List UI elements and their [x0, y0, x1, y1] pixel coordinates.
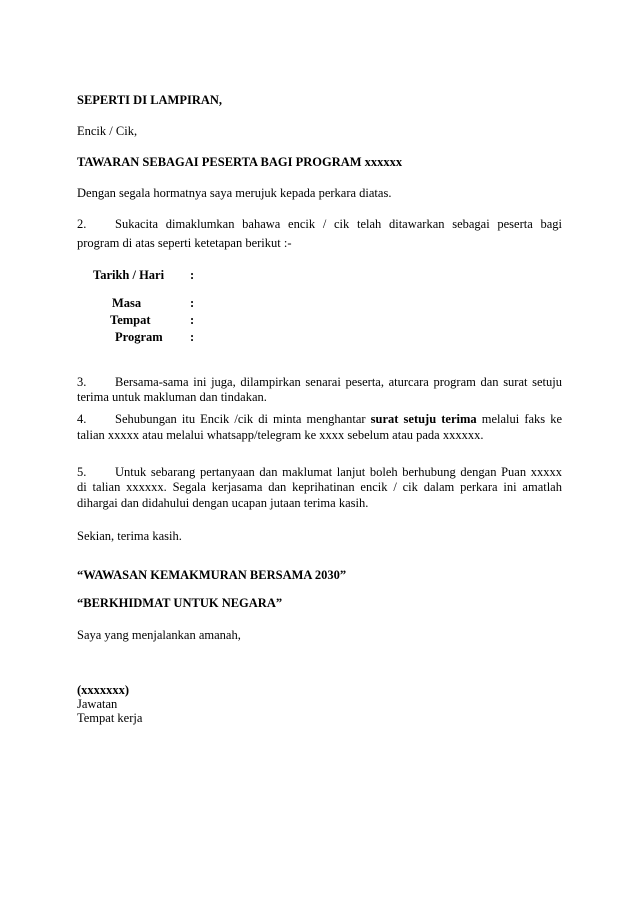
paragraph-4-line-1: 4. Sehubungan itu Encik /cik di minta menghantar surat setuju terima melalui faks ke	[77, 412, 563, 426]
subject-line: TAWARAN SEBAGAI PESERTA BAGI PROGRAM xxxxxx	[77, 155, 403, 169]
paragraph-number: 2.	[77, 217, 87, 231]
detail-colon-date: :	[190, 268, 195, 282]
emphasis-acceptance-letter: surat setuju terima	[370, 412, 477, 426]
paragraph-2-line-2: program di atas seperti ketetapan berikut :-	[77, 236, 292, 250]
closing-line: Sekian, terima kasih.	[77, 529, 182, 543]
paragraph-number: 5.	[77, 465, 87, 479]
signer-title: Jawatan	[77, 697, 118, 711]
sign-off: Saya yang menjalankan amanah,	[77, 628, 241, 642]
detail-label-time: Masa	[112, 296, 142, 310]
paragraph-5-line-2: di talian xxxxxx. Segala kerjasama dan keprihatinan encik / cik dalam perkara ini amatlah	[77, 480, 562, 494]
signer-name: (xxxxxxx)	[77, 683, 130, 697]
detail-label-date: Tarikh / Hari	[93, 268, 165, 282]
signer-workplace: Tempat kerja	[77, 711, 143, 725]
detail-label-place: Tempat	[110, 313, 151, 327]
detail-colon-time: :	[190, 296, 195, 310]
detail-label-program: Program	[115, 330, 163, 344]
paragraph-number: 3.	[77, 375, 87, 389]
paragraph-3-line-1: 3. Bersama-sama ini juga, dilampirkan senarai peserta, aturcara program dan surat setuju	[77, 375, 562, 389]
paragraph-2-line-1: 2. Sukacita dimaklumkan bahawa encik / cik telah ditawarkan sebagai peserta bagi	[77, 217, 562, 231]
paragraph-number: 4.	[77, 412, 87, 426]
paragraph-5-line-1: 5. Untuk sebarang pertanyaan dan maklumat lanjut boleh berhubung dengan Puan xxxxx	[77, 465, 562, 479]
paragraph-3-line-2: terima untuk makluman dan tindakan.	[77, 390, 267, 404]
paragraph-5-line-3: dihargai dan didahului dengan ucapan jutaan terima kasih.	[77, 496, 369, 510]
intro-paragraph: Dengan segala hormatnya saya merujuk kepada perkara diatas.	[77, 186, 392, 200]
motto-1: “WAWASAN KEMAKMURAN BERSAMA 2030”	[77, 568, 347, 582]
detail-colon-place: :	[190, 313, 195, 327]
paragraph-4-line-2: talian xxxxx atau melalui whatsapp/telegram ke xxxx sebelum atau pada xxxxxx.	[77, 428, 484, 442]
motto-2: “BERKHIDMAT UNTUK NEGARA”	[77, 596, 283, 610]
detail-colon-program: :	[190, 330, 195, 344]
reference-line: SEPERTI DI LAMPIRAN,	[77, 93, 223, 107]
salutation: Encik / Cik,	[77, 124, 138, 138]
